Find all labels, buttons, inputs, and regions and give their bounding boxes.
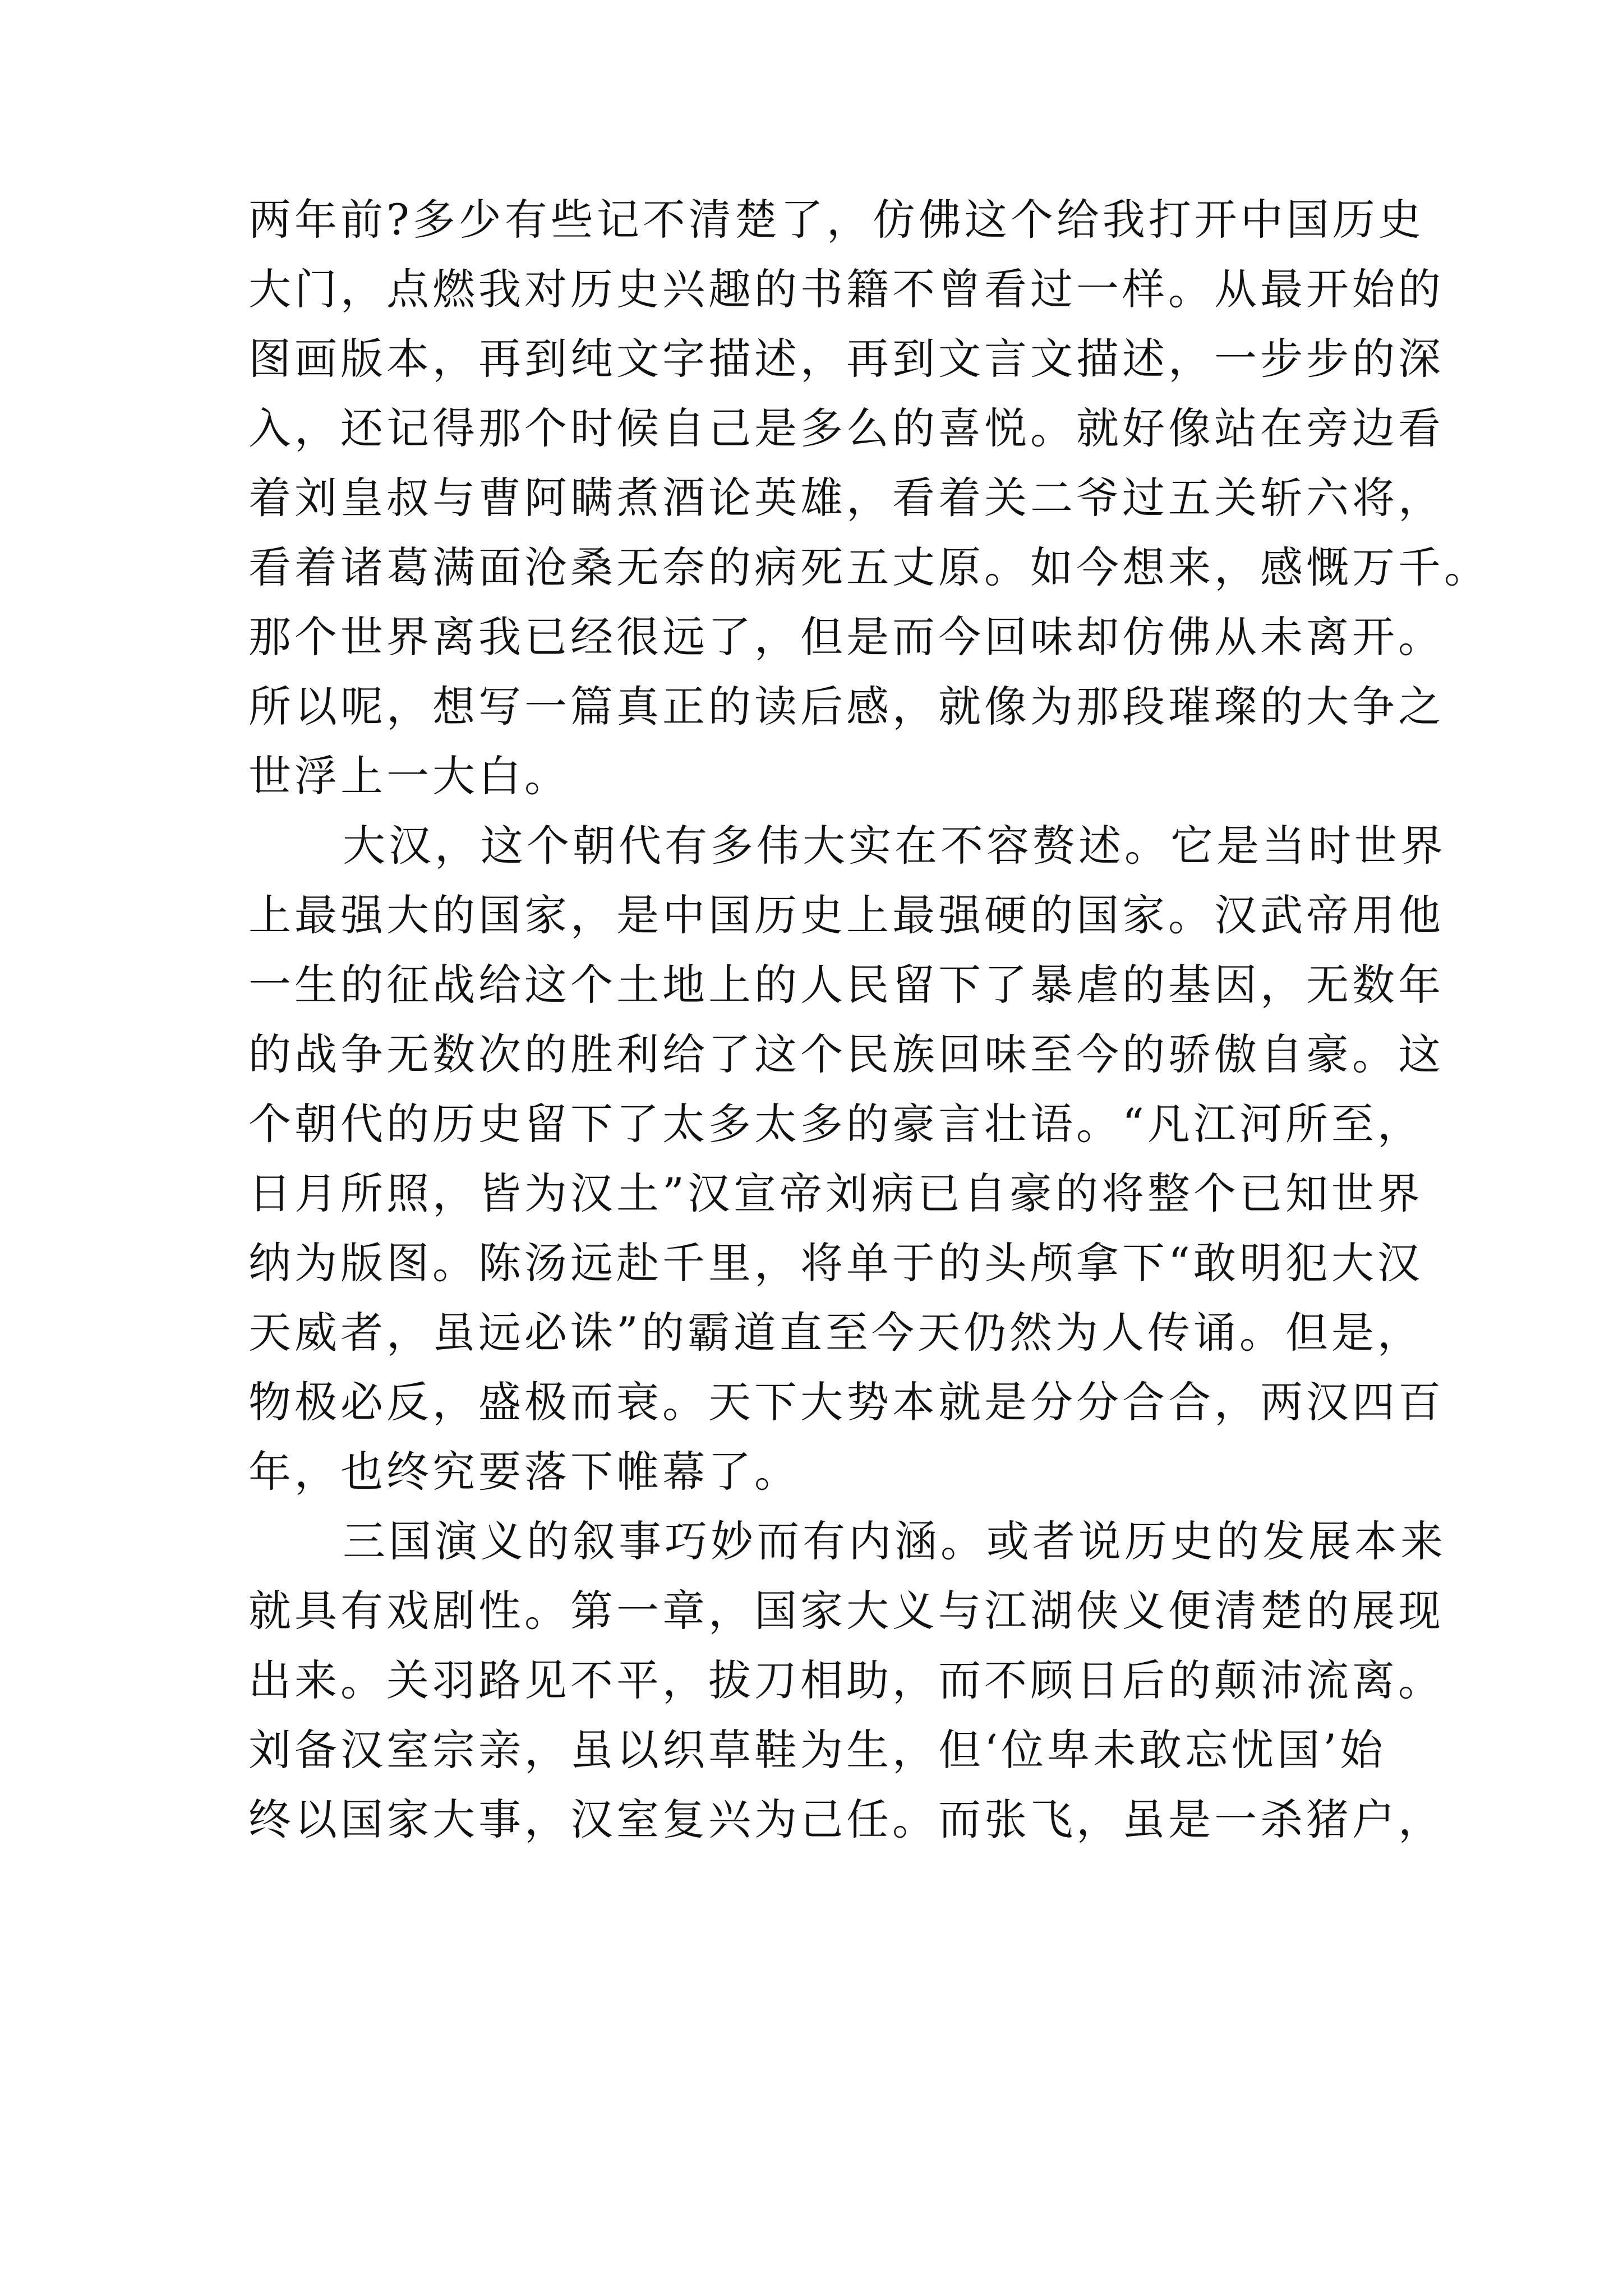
text-line: 看着诸葛满面沧桑无奈的病死五丈原。如今想来，感慨万千。 bbox=[248, 542, 1490, 592]
text-line: 大门，点燃我对历史兴趣的书籍不曾看过一样。从最开始的 bbox=[248, 264, 1444, 314]
text-line-indented: 三国演义的叙事巧妙而有内涵。或者说历史的发展本来 bbox=[343, 1516, 1446, 1566]
text-line: 入，还记得那个时候自己是多么的喜悦。就好像站在旁边看 bbox=[248, 403, 1444, 453]
text-line: 世浮上一大白。 bbox=[248, 751, 570, 801]
text-line: 出来。关羽路见不平，拔刀相助，而不顾日后的颠沛流离。 bbox=[248, 1655, 1444, 1705]
paragraph-1 bbox=[248, 185, 1490, 811]
text-line: 物极必反，盛极而衰。天下大势本就是分分合合，两汉四百 bbox=[248, 1377, 1444, 1427]
text-line: 那个世界离我已经很远了，但是而今回味却仿佛从未离开。 bbox=[248, 612, 1444, 662]
text-line: 图画版本，再到纯文字描述，再到文言文描述，一步步的深 bbox=[248, 334, 1444, 384]
text-line: 天威者，虽远必诛”的霸道直至今天仍然为人传诵。但是， bbox=[248, 1308, 1423, 1358]
text-line: 个朝代的历史留下了太多太多的豪言壮语。“凡江河所至， bbox=[248, 1099, 1423, 1149]
text-line: 纳为版图。陈汤远赴千里，将单于的头颅拿下“敢明犯大汉 bbox=[248, 1238, 1423, 1288]
text-line: 日月所照，皆为汉土”汉宣帝刘病已自豪的将整个已知世界 bbox=[248, 1168, 1423, 1218]
paragraph-3 bbox=[248, 1507, 1446, 1855]
text-line-indented: 大汉，这个朝代有多伟大实在不容赘述。它是当时世界 bbox=[343, 821, 1446, 871]
body-text bbox=[248, 185, 1490, 1855]
text-line: 年，也终究要落下帷幕了。 bbox=[248, 1447, 800, 1497]
text-line: 终以国家大事，汉室复兴为己任。而张飞，虽是一杀猪户， bbox=[248, 1795, 1444, 1844]
text-line: 上最强大的国家，是中国历史上最强硬的国家。汉武帝用他 bbox=[248, 890, 1444, 940]
text-line: 刘备汉室宗亲，虽以织草鞋为生，但‘位卑未敢忘忧国’始 bbox=[248, 1725, 1386, 1775]
text-line: 两年前?多少有些记不清楚了，仿佛这个给我打开中国历史 bbox=[248, 195, 1424, 245]
text-line: 的战争无数次的胜利给了这个民族回味至今的骄傲自豪。这 bbox=[248, 1029, 1444, 1079]
text-line: 就具有戏剧性。第一章，国家大义与江湖侠义便清楚的展现 bbox=[248, 1586, 1444, 1636]
paragraph-2 bbox=[248, 811, 1446, 1507]
text-line: 所以呢，想写一篇真正的读后感，就像为那段璀璨的大争之 bbox=[248, 682, 1444, 731]
text-line: 着刘皇叔与曹阿瞒煮酒论英雄，看着关二爷过五关斩六将， bbox=[248, 473, 1444, 523]
text-line: 一生的征战给这个土地上的人民留下了暴虐的基因，无数年 bbox=[248, 960, 1444, 1010]
